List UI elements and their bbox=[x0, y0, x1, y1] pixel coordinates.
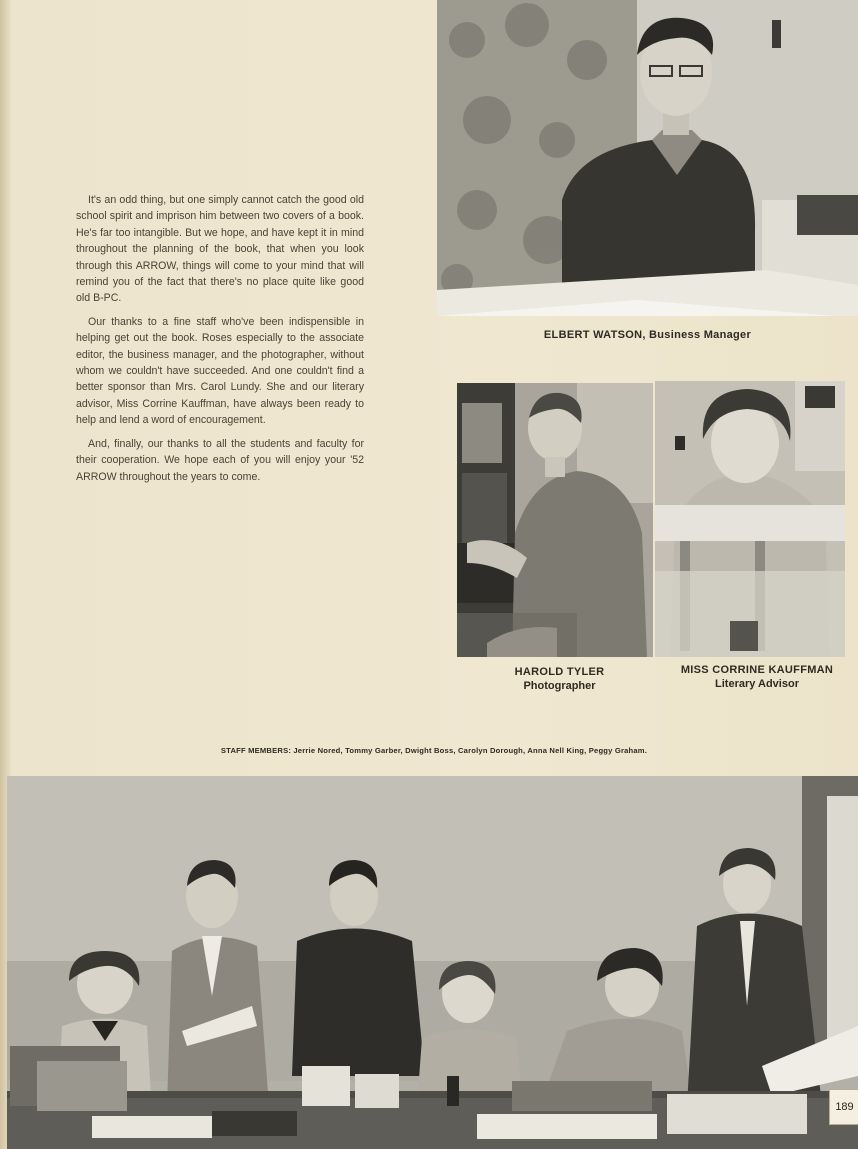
caption-tyler-name: HAROLD TYLER bbox=[514, 666, 605, 678]
caption-kauffman-role: Literary Advisor bbox=[715, 678, 799, 690]
photo-harold-tyler bbox=[457, 383, 653, 657]
intro-paragraph-2: Our thanks to a fine staff who've been indispensible in helping get out the book. Roses especially to the associate editor, the business manager, and the photographer, without whom we couldn't have succeeded. And one couldn't find a better sponsor than Mrs. Carol Lundy. She and our literary advisor, Miss Corrine Kauffman, have always been ready to help and lend a word of encouragement. bbox=[76, 315, 364, 427]
photo-elbert-watson bbox=[437, 0, 858, 316]
intro-text bbox=[76, 192, 364, 492]
caption-tyler bbox=[457, 666, 662, 692]
caption-watson bbox=[437, 329, 858, 341]
intro-paragraph-1: It's an odd thing, but one simply cannot catch the good old school spirit and imprison him between two covers of a book. He's far too intangible. But we hope, and have kept it in mind throughout the planning of the book, that when you look through this ARROW, things will come to your mind that will remind you of the fact that there's no place quite like good old B-PC. bbox=[76, 194, 364, 305]
caption-kauffman bbox=[662, 664, 852, 690]
intro-paragraph-3: And, finally, our thanks to all the students and faculty for their cooperation. We hope each of you will enjoy your '52 ARROW throughout the years to come. bbox=[76, 437, 364, 483]
page-number: 189 bbox=[829, 1089, 858, 1125]
photo-staff-group bbox=[7, 776, 858, 1149]
caption-watson-text: ELBERT WATSON, Business Manager bbox=[543, 329, 752, 341]
caption-tyler-role: Photographer bbox=[523, 680, 596, 692]
caption-kauffman-name: MISS CORRINE KAUFFMAN bbox=[680, 664, 834, 676]
photo-corrine-kauffman bbox=[655, 381, 845, 657]
staff-members-caption: STAFF MEMBERS: Jerrie Nored, Tommy Garber, Dwight Boss, Carolyn Dorough, Anna Nell King, Peggy Graham. bbox=[220, 746, 648, 755]
